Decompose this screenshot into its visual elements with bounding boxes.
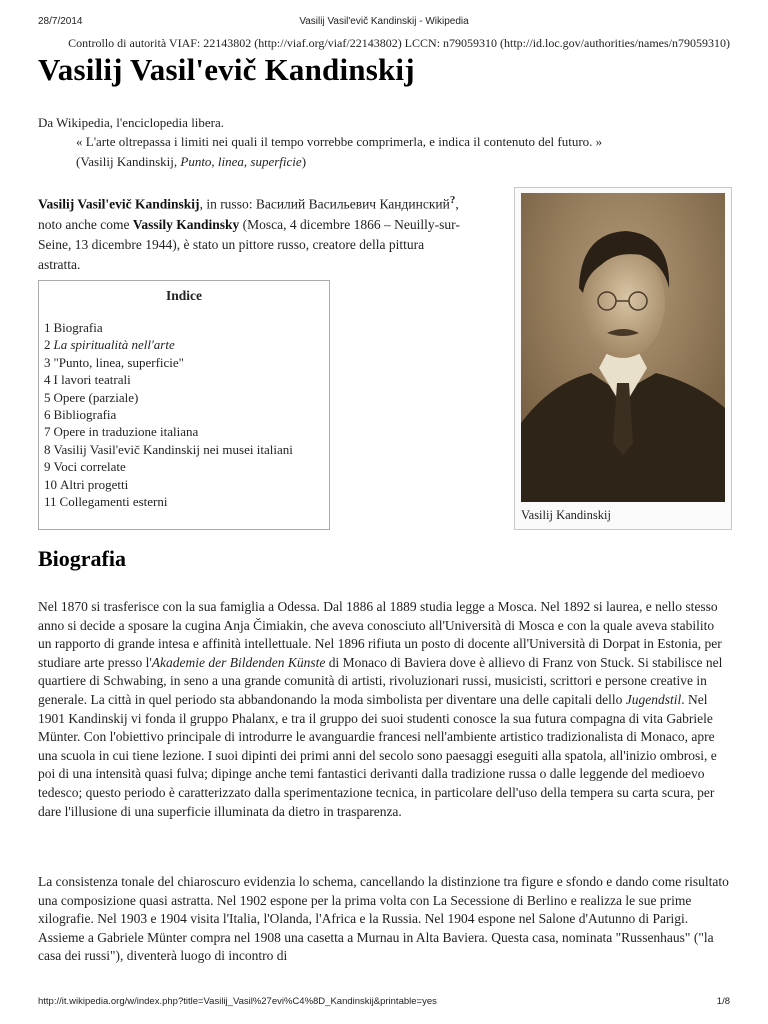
toc-label: La spiritualità nell'arte — [53, 337, 175, 353]
toc-label: Opere (parziale) — [53, 389, 139, 405]
toc-num: 3 — [44, 354, 51, 370]
portrait-photo[interactable] — [521, 193, 725, 502]
quote-source-work[interactable]: Punto, linea, superficie — [180, 154, 302, 169]
quote-source-open: ( — [76, 154, 81, 169]
toc-item-traduzione[interactable] — [44, 423, 293, 440]
toc-item-biografia[interactable] — [44, 319, 293, 336]
biografia-paragraph-2: La consistenza tonale del chiaroscuro evidenzia lo schema, cancellando la distinzione tra figure e sfondo e dando come risultato una composizione quasi astratta. Nel 1902 espone per la prima volta con La Secessione di Berlino e realizza le sue prime xilografie. Nel 1903 e 1904 visita l'Italia, l'Olanda, l'Africa e la Russia. Nel 1904 espone nel Salone d'Autunno di Parigi. Assieme a Gabriele Münter compra nel 1908 una casetta a Murnau in Alta Baviera. Questa casa, nominata "Russenhaus" ("la casa dei russi"), diventerà luogo di incontro di — [38, 874, 729, 964]
toc-label: Voci correlate — [53, 459, 126, 475]
print-header — [38, 16, 730, 30]
print-footer — [38, 996, 730, 1010]
toc-list — [44, 319, 293, 510]
toc-num: 8 — [44, 441, 51, 457]
intro-name: Vasilij Vasil'evič Kandinskij — [38, 196, 200, 212]
portrait-caption: Vasilij Kandinskij — [521, 508, 611, 522]
toc-item-punto-linea[interactable] — [44, 354, 293, 371]
toc-item-voci-correlate[interactable] — [44, 458, 293, 475]
para1-text-b: di Monaco di Baviera dove è allievo di Franz von Stuck. Si stabilisce nel quartiere di Schwabing, in seno a una grande comunità di artisti, rivoluzionari russi, musicisti, scrittori e persone creative in generale. La città in quel periodo sta abbandonando la moda simbolista per diventare una delle capitali dello — [38, 654, 723, 707]
toc-label: Vasilij Vasil'evič Kandinskij nei musei italiani — [53, 441, 293, 457]
pronunciation-help-link[interactable]: ? — [449, 194, 456, 206]
print-page-title: Vasilij Vasil'evič Kandinskij - Wikipedia — [299, 16, 469, 27]
infobox — [514, 187, 732, 530]
jugendstil-link[interactable]: Jugendstil — [625, 691, 682, 707]
toc-label: Bibliografia — [53, 407, 117, 423]
toc-item-opere[interactable] — [44, 389, 293, 406]
toc-num: 9 — [44, 459, 51, 475]
print-date: 28/7/2014 — [38, 16, 83, 27]
toc-item-lavori-teatrali[interactable] — [44, 371, 293, 388]
quote-text: « L'arte oltrepassa i limiti nei quali il tempo vorrebbe comprimerla, e indica il contenuto del futuro. » — [76, 134, 603, 149]
quote-source-close: ) — [301, 154, 307, 169]
toc-title: Indice — [165, 288, 202, 303]
intro-text-1: , in russo: — [199, 196, 256, 212]
intro-text-2: , noto anche come — [38, 196, 459, 232]
toc-label: Biografia — [53, 320, 103, 335]
intro-russian-name: Василий Васильевич Кандинский — [255, 196, 450, 212]
toc-num: 10 — [44, 476, 57, 492]
toc-num: 6 — [44, 407, 51, 423]
intro-paragraph — [38, 190, 468, 275]
akademie-link[interactable]: Akademie der Bildenden Künste — [151, 654, 326, 670]
intro-alt-name: Vassily Kandinsky — [132, 216, 240, 232]
toc-num: 4 — [44, 372, 51, 388]
toc-item-altri-progetti[interactable] — [44, 476, 293, 493]
toc-num: 11 — [44, 494, 57, 510]
toc-num: 7 — [44, 424, 51, 440]
toc-label: I lavori teatrali — [53, 372, 131, 388]
toc-num: 2 — [44, 337, 51, 353]
print-url: http://it.wikipedia.org/w/index.php?title=Vasilij_Vasil%27evi%C4%8D_Kandinskij&printable=yes — [38, 996, 437, 1007]
toc-item-bibliografia[interactable] — [44, 406, 293, 423]
quote-source — [76, 154, 306, 170]
section-heading-biografia: Biografia — [38, 546, 126, 571]
toc-label: "Punto, linea, superficie" — [53, 354, 184, 370]
portrait-illustration — [521, 193, 725, 502]
toc-item-musei[interactable] — [44, 441, 293, 458]
toc-label: Opere in traduzione italiana — [53, 424, 199, 440]
page-title: Vasilij Vasil'evič Kandinskij — [38, 52, 415, 87]
biografia-paragraph-1 — [38, 598, 730, 821]
para1-text-a: Nel 1870 si trasferisce con la sua famiglia a Odessa. Dal 1886 al 1889 studia legge a Mosca. Nel 1892 si laurea, e nello stesso anno si decide a sposare la cugina Anja Čimiakin, che aveva conosciuto all'Università di Mosca e con la quale aveva stabilito un rapporto di grande intesa e affinità intellettuale. Nel 1896 rifiuta un posto di docente all'Università di Dorpat in Estonia, per studiare arte presso l' — [38, 599, 722, 670]
toc-label: Altri progetti — [60, 476, 129, 492]
quote-source-author: Vasilij Kandinskij, — [80, 154, 181, 169]
table-of-contents — [38, 280, 330, 530]
toc-num: 5 — [44, 389, 51, 405]
page-number: 1/8 — [716, 996, 730, 1007]
authority-control[interactable]: Controllo di autorità VIAF: 22143802 (http://viaf.org/viaf/22143802) LCCN: n79059310 (http://id.loc.gov/authorities/names/n79059310) — [68, 36, 730, 50]
toc-num: 1 — [44, 320, 51, 335]
toc-item-spiritualita[interactable] — [44, 336, 293, 353]
para1-text-c: . Nel 1901 Kandinskij vi fonda il gruppo Phalanx, e tra il gruppo dei suoi studenti conosce la sua futura compagna di vita Gabriele Münter. Con l'obiettivo principale di introdurre le avanguardie francesi nell'ambiente artistico tradizionalista di Monaco, apre una scuola in cui tiene lezione. I suoi dipinti dei primi anni del secolo sono paesaggi eseguiti alla spatola, all'inizio ombrosi, e poi di una intensità quasi fulva; dipinge anche temi fantastici derivanti dalla tradizione russa o dalle leggende del medioevo tedesco; questo periodo è caratterizzato dalla sperimentazione tecnica, in particolare dell'uso della tempera su carta scura, per dare l'illusione di una superficie illuminata da dietro in trasparenza. — [38, 691, 717, 819]
from-wikipedia: Da Wikipedia, l'enciclopedia libera. — [38, 115, 225, 130]
toc-label: Collegamenti esterni — [59, 494, 168, 510]
intro-text-3: (Mosca, 4 dicembre 1866 – Neuilly-sur-Seine, 13 dicembre 1944), è stato un pittore russo, creatore della pittura astratta. — [38, 216, 460, 272]
toc-item-collegamenti[interactable] — [44, 493, 293, 510]
